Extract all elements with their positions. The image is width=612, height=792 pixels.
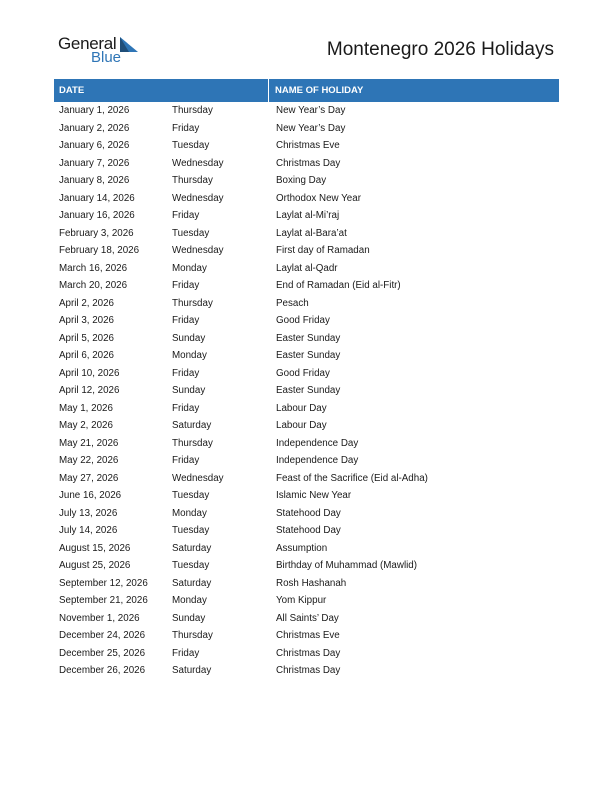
holiday-date: April 2, 2026 bbox=[59, 297, 115, 309]
holiday-weekday: Friday bbox=[172, 402, 200, 414]
holiday-name: Laylat al-Mi’raj bbox=[276, 210, 340, 221]
holiday-weekday: Friday bbox=[172, 280, 200, 291]
table-row bbox=[54, 137, 559, 155]
holiday-weekday: Thursday bbox=[172, 105, 213, 116]
table-row bbox=[54, 155, 559, 173]
holiday-name: Feast of the Sacrifice (Eid al-Adha) bbox=[276, 472, 428, 484]
table-row bbox=[54, 662, 559, 680]
holiday-name: All Saints’ Day bbox=[276, 612, 339, 624]
holiday-name: First day of Ramadan bbox=[276, 245, 370, 256]
holiday-date: November 1, 2026 bbox=[59, 612, 140, 624]
holiday-weekday: Wednesday bbox=[172, 192, 224, 204]
holiday-date: June 16, 2026 bbox=[59, 490, 122, 501]
holiday-name: Boxing Day bbox=[276, 175, 327, 186]
holiday-date: April 3, 2026 bbox=[59, 315, 115, 326]
holiday-weekday: Thursday bbox=[172, 175, 213, 186]
holiday-name: Pesach bbox=[276, 297, 309, 309]
holiday-date: September 12, 2026 bbox=[59, 577, 148, 589]
table-row bbox=[54, 417, 559, 435]
table-row bbox=[54, 172, 559, 190]
holiday-date: January 2, 2026 bbox=[59, 122, 130, 134]
holiday-weekday: Monday bbox=[172, 507, 207, 519]
holiday-date: August 25, 2026 bbox=[59, 560, 131, 571]
logo-triangle-icon bbox=[120, 37, 138, 52]
holiday-date: February 18, 2026 bbox=[59, 245, 140, 256]
holiday-weekday: Friday bbox=[172, 367, 200, 379]
holiday-weekday: Saturday bbox=[172, 665, 212, 676]
holiday-date: December 26, 2026 bbox=[59, 665, 146, 676]
table-row bbox=[54, 295, 559, 313]
table-row bbox=[54, 487, 559, 505]
holiday-name: Labour Day bbox=[276, 420, 327, 431]
holiday-name: Orthodox New Year bbox=[276, 192, 361, 204]
table-row bbox=[54, 277, 559, 295]
table-row bbox=[54, 330, 559, 348]
holiday-date: May 1, 2026 bbox=[59, 402, 113, 414]
holiday-name: Independence Day bbox=[276, 437, 359, 449]
holiday-name: Rosh Hashanah bbox=[276, 577, 347, 589]
page-title: Montenegro 2026 Holidays bbox=[326, 39, 554, 60]
holiday-date: August 15, 2026 bbox=[59, 542, 131, 554]
holiday-date: March 20, 2026 bbox=[59, 280, 128, 291]
holiday-weekday: Sunday bbox=[172, 332, 206, 344]
holiday-name: Easter Sunday bbox=[276, 350, 341, 361]
holiday-weekday: Thursday bbox=[172, 297, 213, 309]
table-row bbox=[54, 522, 559, 540]
holiday-name: Yom Kippur bbox=[276, 595, 327, 606]
holiday-weekday: Saturday bbox=[172, 542, 212, 554]
holiday-weekday: Thursday bbox=[172, 630, 213, 641]
holiday-date: January 1, 2026 bbox=[59, 105, 130, 116]
holiday-name: Labour Day bbox=[276, 402, 327, 414]
holiday-date: January 16, 2026 bbox=[59, 210, 135, 221]
holiday-weekday: Monday bbox=[172, 595, 207, 606]
holiday-weekday: Friday bbox=[172, 122, 200, 134]
holiday-date: December 24, 2026 bbox=[59, 630, 146, 641]
holiday-weekday: Thursday bbox=[172, 437, 213, 449]
table-row bbox=[54, 592, 559, 610]
holiday-date: January 14, 2026 bbox=[59, 192, 135, 204]
table-row bbox=[54, 452, 559, 470]
table-row bbox=[54, 400, 559, 418]
holiday-name: Assumption bbox=[276, 542, 328, 554]
holiday-date: April 5, 2026 bbox=[59, 332, 115, 344]
holiday-name: Easter Sunday bbox=[276, 385, 341, 396]
holiday-date: May 22, 2026 bbox=[59, 455, 119, 466]
holiday-name: Birthday of Muhammad (Mawlid) bbox=[276, 560, 418, 571]
logo-word-general: General bbox=[58, 34, 117, 53]
holiday-weekday: Friday bbox=[172, 647, 200, 659]
holiday-date: April 10, 2026 bbox=[59, 367, 120, 379]
holiday-name: Christmas Eve bbox=[276, 630, 340, 641]
table-row bbox=[54, 365, 559, 383]
table-row bbox=[54, 382, 559, 400]
holiday-date: May 27, 2026 bbox=[59, 472, 119, 484]
holiday-date: July 14, 2026 bbox=[59, 525, 118, 536]
table-row bbox=[54, 557, 559, 575]
holiday-date: January 7, 2026 bbox=[59, 157, 130, 169]
table-row bbox=[54, 470, 559, 488]
holiday-name: Christmas Day bbox=[276, 665, 341, 676]
holiday-date: April 6, 2026 bbox=[59, 350, 115, 361]
table-row bbox=[54, 260, 559, 278]
table-row bbox=[54, 575, 559, 593]
holiday-weekday: Friday bbox=[172, 315, 200, 326]
table-row bbox=[54, 610, 559, 628]
table-row bbox=[54, 190, 559, 208]
holiday-name: Laylat al-Bara’at bbox=[276, 227, 347, 239]
holiday-date: May 21, 2026 bbox=[59, 437, 119, 449]
table-row bbox=[54, 242, 559, 260]
holiday-weekday: Sunday bbox=[172, 612, 206, 624]
column-header-date: DATE bbox=[54, 79, 269, 102]
holiday-name: Laylat al-Qadr bbox=[276, 262, 338, 274]
table-row bbox=[54, 120, 559, 138]
column-header-holiday-name: NAME OF HOLIDAY bbox=[275, 85, 364, 96]
holiday-name: Statehood Day bbox=[276, 525, 341, 536]
table-row bbox=[54, 627, 559, 645]
holiday-date: January 8, 2026 bbox=[59, 175, 130, 186]
holiday-name: Christmas Day bbox=[276, 157, 341, 169]
holiday-weekday: Tuesday bbox=[172, 560, 210, 571]
holiday-weekday: Tuesday bbox=[172, 227, 210, 239]
holiday-date: December 25, 2026 bbox=[59, 647, 146, 659]
holiday-name: Good Friday bbox=[276, 315, 330, 326]
holiday-weekday: Tuesday bbox=[172, 140, 210, 151]
holiday-name: Independence Day bbox=[276, 455, 359, 466]
table-header bbox=[54, 79, 559, 102]
table-body bbox=[54, 102, 559, 680]
holiday-weekday: Sunday bbox=[172, 385, 206, 396]
holiday-date: July 13, 2026 bbox=[59, 507, 118, 519]
holiday-weekday: Tuesday bbox=[172, 525, 210, 536]
holiday-name: Easter Sunday bbox=[276, 332, 341, 344]
holiday-weekday: Friday bbox=[172, 210, 200, 221]
holiday-weekday: Tuesday bbox=[172, 490, 210, 501]
holiday-date: September 21, 2026 bbox=[59, 595, 148, 606]
holiday-weekday: Wednesday bbox=[172, 472, 224, 484]
holiday-date: May 2, 2026 bbox=[59, 420, 113, 431]
holiday-date: March 16, 2026 bbox=[59, 262, 128, 274]
table-row bbox=[54, 207, 559, 225]
brand-logo bbox=[58, 34, 148, 68]
holiday-name: Christmas Eve bbox=[276, 140, 340, 151]
holiday-weekday: Friday bbox=[172, 455, 200, 466]
logo-word-blue: Blue bbox=[91, 49, 122, 66]
holiday-table bbox=[54, 79, 559, 680]
table-row bbox=[54, 505, 559, 523]
table-row bbox=[54, 312, 559, 330]
holiday-name: New Year’s Day bbox=[276, 105, 346, 116]
holiday-name: Statehood Day bbox=[276, 507, 341, 519]
holiday-date: January 6, 2026 bbox=[59, 140, 130, 151]
holiday-name: Islamic New Year bbox=[276, 490, 352, 501]
holiday-weekday: Monday bbox=[172, 262, 207, 274]
holiday-weekday: Wednesday bbox=[172, 157, 224, 169]
table-row bbox=[54, 540, 559, 558]
holiday-date: February 3, 2026 bbox=[59, 227, 134, 239]
holiday-name: End of Ramadan (Eid al-Fitr) bbox=[276, 280, 401, 291]
holiday-weekday: Saturday bbox=[172, 577, 212, 589]
table-row bbox=[54, 347, 559, 365]
holiday-name: New Year’s Day bbox=[276, 122, 346, 134]
table-row bbox=[54, 435, 559, 453]
table-row bbox=[54, 102, 559, 120]
holiday-name: Good Friday bbox=[276, 367, 330, 379]
holiday-weekday: Saturday bbox=[172, 420, 212, 431]
holiday-date: April 12, 2026 bbox=[59, 385, 120, 396]
holiday-name: Christmas Day bbox=[276, 647, 341, 659]
table-row bbox=[54, 225, 559, 243]
holiday-weekday: Monday bbox=[172, 350, 207, 361]
table-row bbox=[54, 645, 559, 663]
holiday-weekday: Wednesday bbox=[172, 245, 224, 256]
